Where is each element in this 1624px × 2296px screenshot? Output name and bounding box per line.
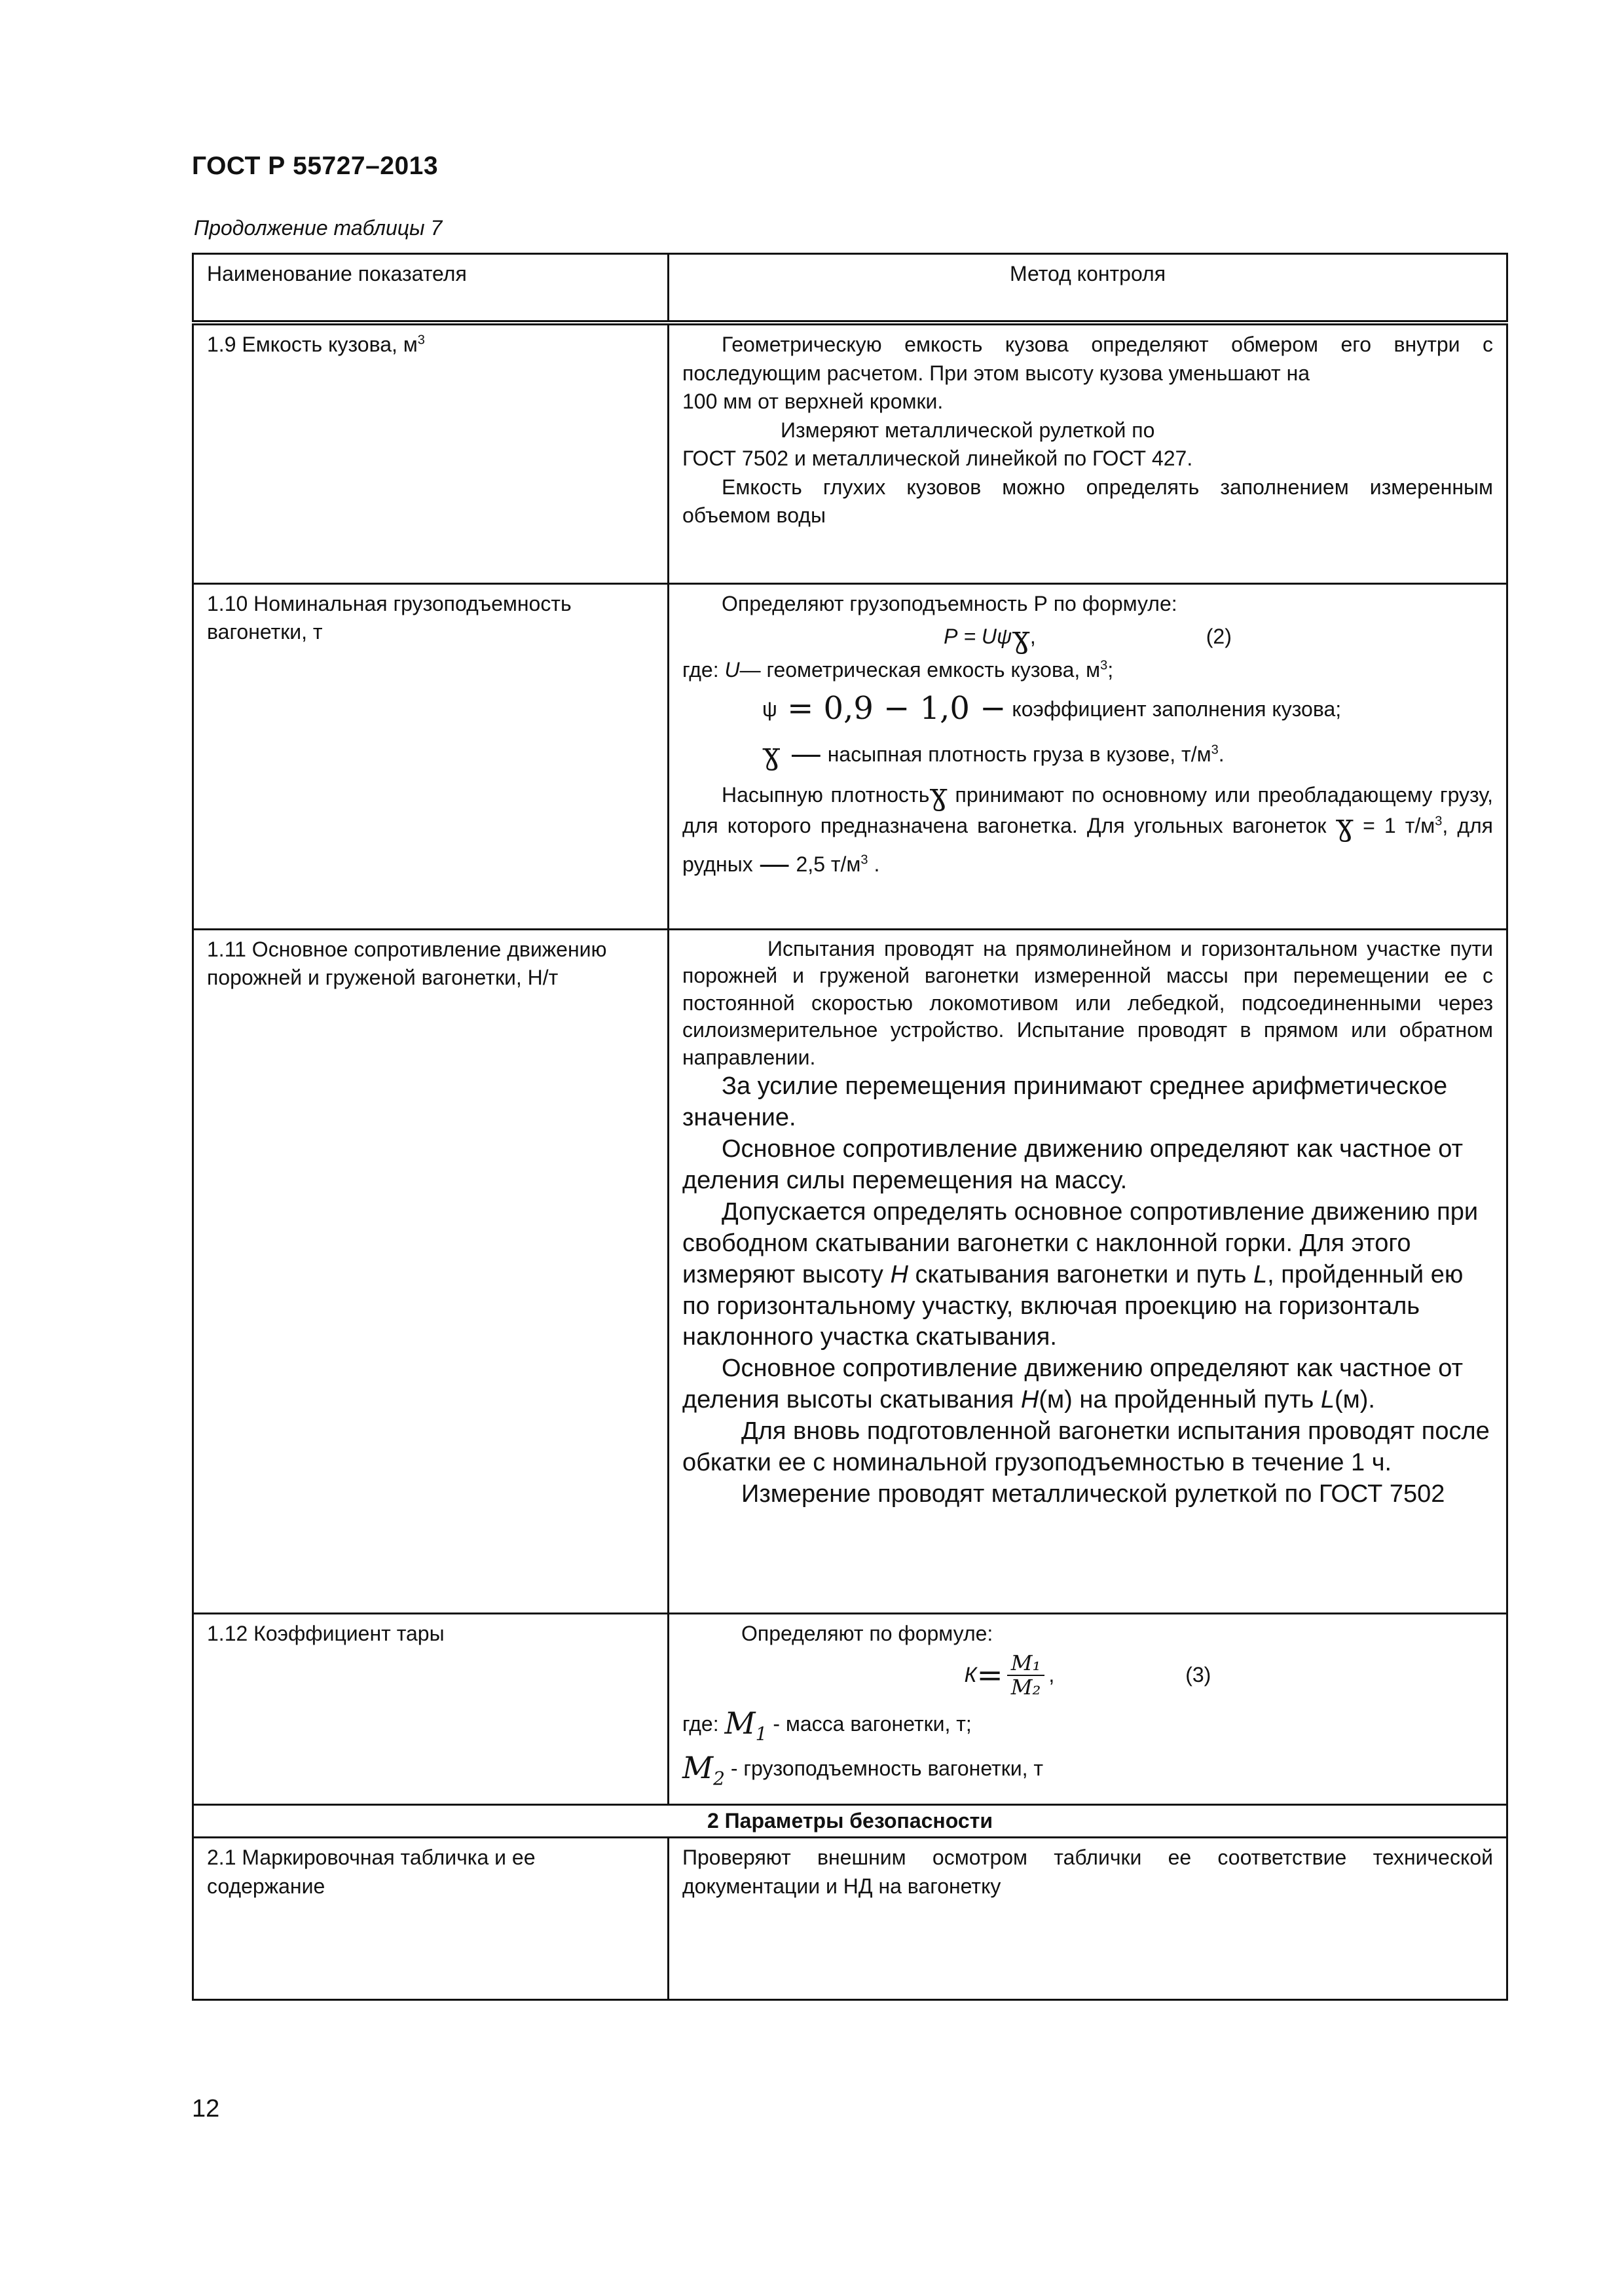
formula-2: Р = Uψ ɣ , (2) (944, 619, 1232, 655)
row-1-11-name: 1.11 Основное сопротивление движению порожней и груженой вагонетки, Н/т (193, 929, 669, 1613)
section-row (193, 1804, 1507, 1838)
header-indicator-name: Наименование показателя (193, 254, 669, 323)
control-methods-table (192, 253, 1508, 2001)
method-paragraph: 100 мм от верхней кромки. (682, 390, 944, 414)
density-paragraph: Насыпную плотностьɣ принимают по основному или преобладающему грузу, для которого предназначена вагонетка. Для угольных вагонеток ɣ = 1 $т/м^3$, для рудных — 2,5 $т/м^3$ . (682, 776, 1494, 882)
row-2-1-name: 2.1 Маркировочная табличка и ее содержание (193, 1838, 669, 2000)
method-paragraph: Емкость глухих кузовов можно определять заполнением измеренным объемом воды (682, 475, 1493, 528)
row-1-10-method (669, 583, 1507, 929)
method-paragraph: Основное сопротивление движению определяют как частное от деления высоты скатывания Н(м) на пройденный путь L(м). (682, 1355, 1464, 1414)
header-control-method: Метод контроля (669, 254, 1507, 323)
method-paragraph: Измерение проводят металлической рулеткой по ГОСТ 7502 (741, 1480, 1445, 1508)
formula-number: (2) (1206, 625, 1232, 649)
method-paragraph: Геометрическую емкость кузова определяют обмером его внутри с последующим расчетом. При этом высоту кузова уменьшают на (682, 333, 1493, 385)
table-row (193, 929, 1507, 1613)
document-code: ГОСТ Р 55727–2013 (192, 152, 439, 180)
method-paragraph: Определяют по формуле: (741, 1621, 993, 1645)
method-paragraph: Допускается определять основное сопротивление движению при свободном скатывании вагонетки с наклонной горки. Для этого измеряют высоту Н скатывания вагонетки и путь L, пройденный ею по горизонтальному участку, включая проекцию на горизонталь наклонного участка скатывания. (682, 1197, 1479, 1351)
method-paragraph: Основное сопротивление движению определяют как частное от деления силы перемещения на массу. (682, 1135, 1464, 1195)
method-paragraph: За усилие перемещения принимают среднее арифметическое значение. (682, 1072, 1448, 1132)
table-row (193, 583, 1507, 929)
row-1-10-name: 1.10 Номинальная грузоподъемность вагонетки, т (193, 583, 669, 929)
method-paragraph: ГОСТ 7502 и металлической линейкой по ГОСТ 427. (682, 446, 1193, 471)
gamma-symbol: ɣ (1012, 619, 1030, 655)
fraction: $\frac{\text{M₁}}{\text{M₂}}$ (1007, 1652, 1045, 1699)
method-paragraph: Для вновь подготовленной вагонетки испытания проводят после обкатки ее с номинальной грузоподъемностью в течение 1 ч. (682, 1417, 1490, 1476)
table-header-row (193, 254, 1507, 323)
method-paragraph: Испытания проводят на прямолинейном и горизонтальном участке пути порожней и груженой вагонетки измеренной массы при перемещении ее с постоянной скоростью локомотивом или лебедкой, подсоединенными через силоизмерительное устройство. Испытание проводят в прямом или обратном направлении. (682, 936, 1493, 1069)
method-paragraph: Измеряют металлической рулеткой по (781, 418, 1155, 442)
row-2-1-method: Проверяют внешним осмотром таблички ее соответствие технической документации и НД на вагонетку (669, 1838, 1507, 2000)
table-row (193, 1838, 1507, 2000)
formula-number: (3) (1185, 1663, 1211, 1687)
psi-line: ψ = 0,9 − 1,0 − коэффициент заполнения кузова; (762, 689, 1342, 727)
row-1-12-name: 1.12 Коэффициент тары (193, 1613, 669, 1804)
row-1-11-method (669, 929, 1507, 1613)
row-1-12-method (669, 1613, 1507, 1804)
table-row (193, 323, 1507, 583)
gamma-line: ɣ — насыпная плотность груза в кузове, $т/м^3$. (762, 735, 1225, 772)
table-caption: Продолжение таблицы 7 (194, 216, 443, 240)
section-title: 2 Параметры безопасности (193, 1804, 1507, 1838)
table-row (193, 1613, 1507, 1804)
formula-3: К = $\frac{\text{M₁}}{\text{M₂}}$ , (3) (964, 1650, 1211, 1700)
where-line: $M_2$ - грузоподъемность вагонетки, т (682, 1749, 1044, 1789)
where-line: где: U— геометрическая емкость кузова, $м^3$; (682, 658, 1114, 682)
where-line: где: $M_1$ - масса вагонетки, т; (682, 1705, 972, 1745)
row-1-9-method (669, 323, 1507, 583)
method-paragraph: Определяют грузоподъемность Р по формуле: (722, 591, 1177, 615)
page-number: 12 (192, 2095, 220, 2123)
row-1-9-name: 1.9 Емкость кузова, $м^3$ (193, 323, 669, 583)
